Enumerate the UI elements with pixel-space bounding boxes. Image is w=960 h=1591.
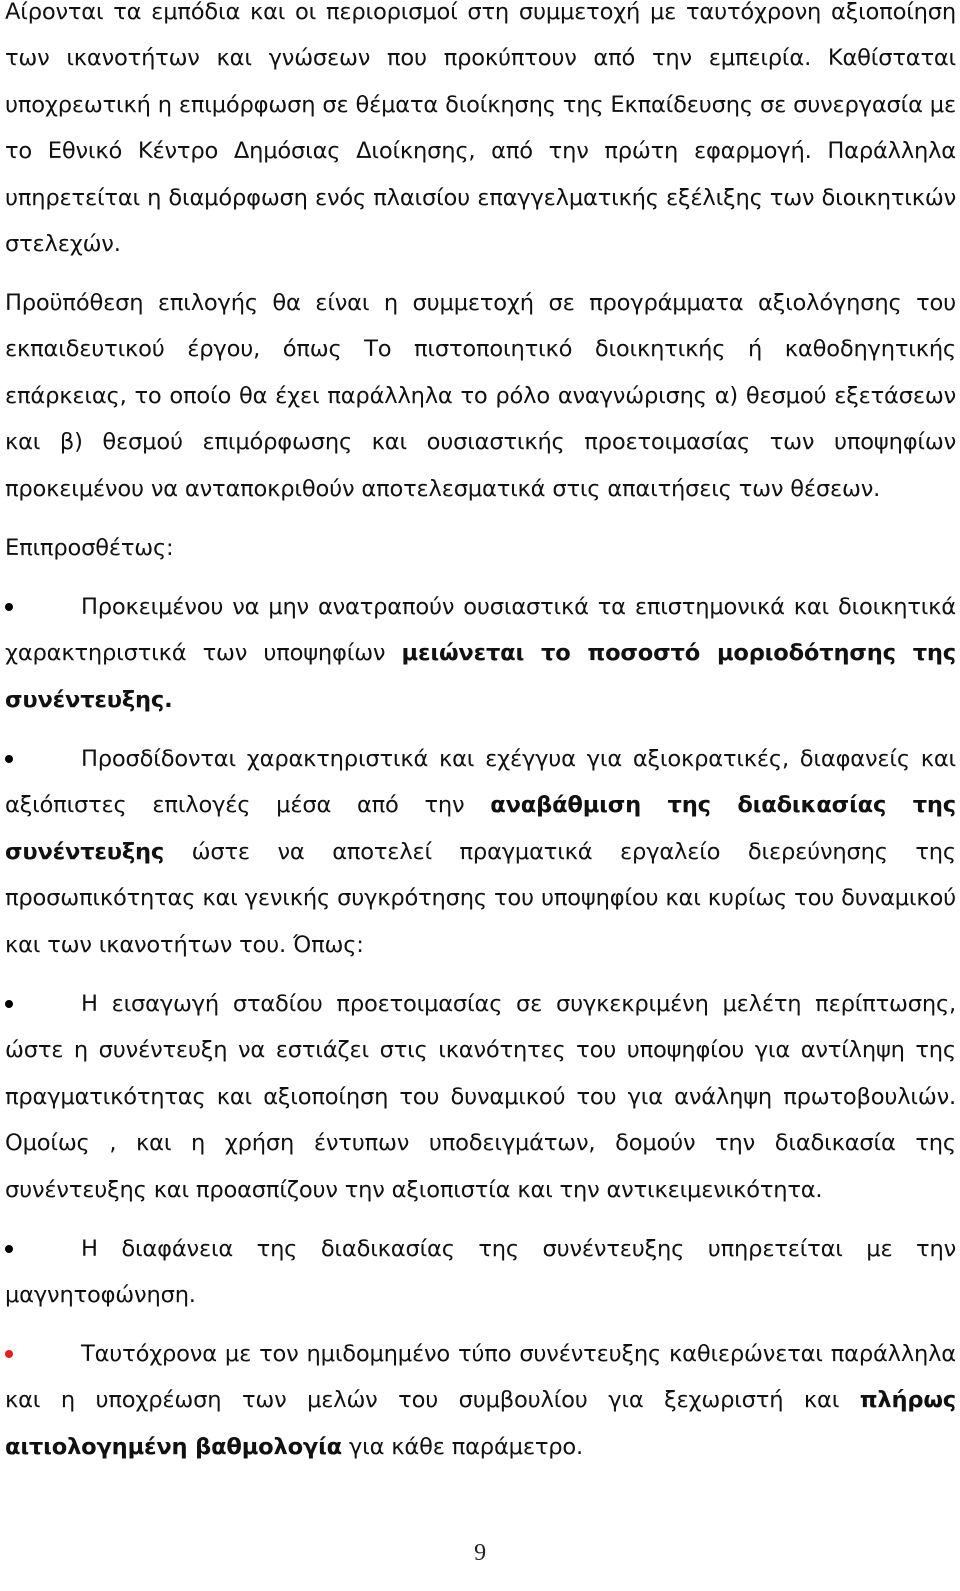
bullet-text: για κάθε παράμετρο. — [342, 1433, 583, 1460]
bullet-item-recording: Η διαφάνεια της διαδικασίας της συνέντευξης υπηρετείται με την μαγνητοφώνηση. — [5, 1236, 956, 1309]
bullet-bold-text: μειώνεται το ποσοστό μοριοδότησης της συνέντευξης. — [5, 640, 956, 713]
page-number: 9 — [474, 1540, 486, 1566]
paragraph-furthermore: Επιπροσθέτως: — [5, 535, 174, 561]
paragraph-participation: Αίρονται τα εμπόδια και οι περιορισμοί στη συμμετοχή με ταυτόχρονη αξιοποίηση των ικανοτήτων και γνώσεων που προκύπτουν από την εμπειρία. Καθίσταται υποχρεωτική η επιμόρφωση σε θέματα διοίκησης της Εκπαίδευσης σε συνεργασία με το Εθνικό Κέντρο Δημόσιας Διοίκησης, από την πρώτη εφαρμογή. Παράλληλα υπηρετείται η διαμόρφωση ενός πλαισίου επαγγελματικής εξέλιξης των διοικητικών στελεχών. — [5, 0, 956, 258]
bullet-item-interview-upgrade — [5, 736, 956, 968]
bullet-text: Ταυτόχρονα με τον ημιδομημένο τύπο συνέντευξης καθιερώνεται παράλληλα και η υποχρέωση των μελών του συμβουλίου για ξεχωριστή και — [5, 1341, 956, 1414]
bullet-bold-text: πλήρως αιτιολογημένη βαθμολογία — [5, 1387, 956, 1460]
bullet-item-case-study: Η εισαγωγή σταδίου προετοιμασίας σε συγκεκριμένη μελέτη περίπτωσης, ώστε η συνέντευξη να εστιάζει στις ικανότητες του υποψηφίου για αντίληψη της πραγματικότητας και αξιοποίηση του δυναμικού του για ανάληψη πρωτοβουλιών. Ομοίως , και η χρήση έντυπων υποδειγμάτων, δομούν την διαδικασία της συνέντευξης και προασπίζουν την αξιοπιστία και την αντικειμενικότητα. — [5, 991, 956, 1203]
paragraph-selection-prerequisite: Προϋπόθεση επιλογής θα είναι η συμμετοχή σε προγράμματα αξιολόγησης του εκπαιδευτικού έργου, όπως Το πιστοποιητικό διοικητικής ή καθοδηγητικής επάρκειας, το οποίο θα έχει παράλληλα το ρόλο αναγνώρισης α) θεσμού εξετάσεων και β) θεσμού επιμόρφωσης και ουσιαστικής προετοιμασίας των υποψηφίων προκειμένου να ανταποκριθούν αποτελεσματικά στις απαιτήσεις των θέσεων. — [5, 290, 956, 502]
bullet-text: Προκειμένου να μην ανατραπούν ουσιαστικά τα επιστημονικά και διοικητικά χαρακτηριστικά των υποψηφίων — [5, 594, 956, 667]
bullet-text: Προσδίδονται χαρακτηριστικά και εχέγγυα για αξιοκρατικές, διαφανείς και αξιόπιστες επιλογές μέσα από την — [5, 746, 956, 819]
bullet-item-scoring — [5, 1331, 956, 1470]
bullet-bold-text: αναβάθμιση της διαδικασίας της συνέντευξης — [5, 792, 956, 865]
bullet-text: ώστε να αποτελεί πραγματικά εργαλείο διερεύνησης της προσωπικότητας και γενικής συγκρότησης του υποψηφίου και κυρίως του δυναμικού και των ικανοτήτων του. Όπως: — [5, 838, 956, 958]
bullet-item-interview-weight — [5, 584, 956, 723]
